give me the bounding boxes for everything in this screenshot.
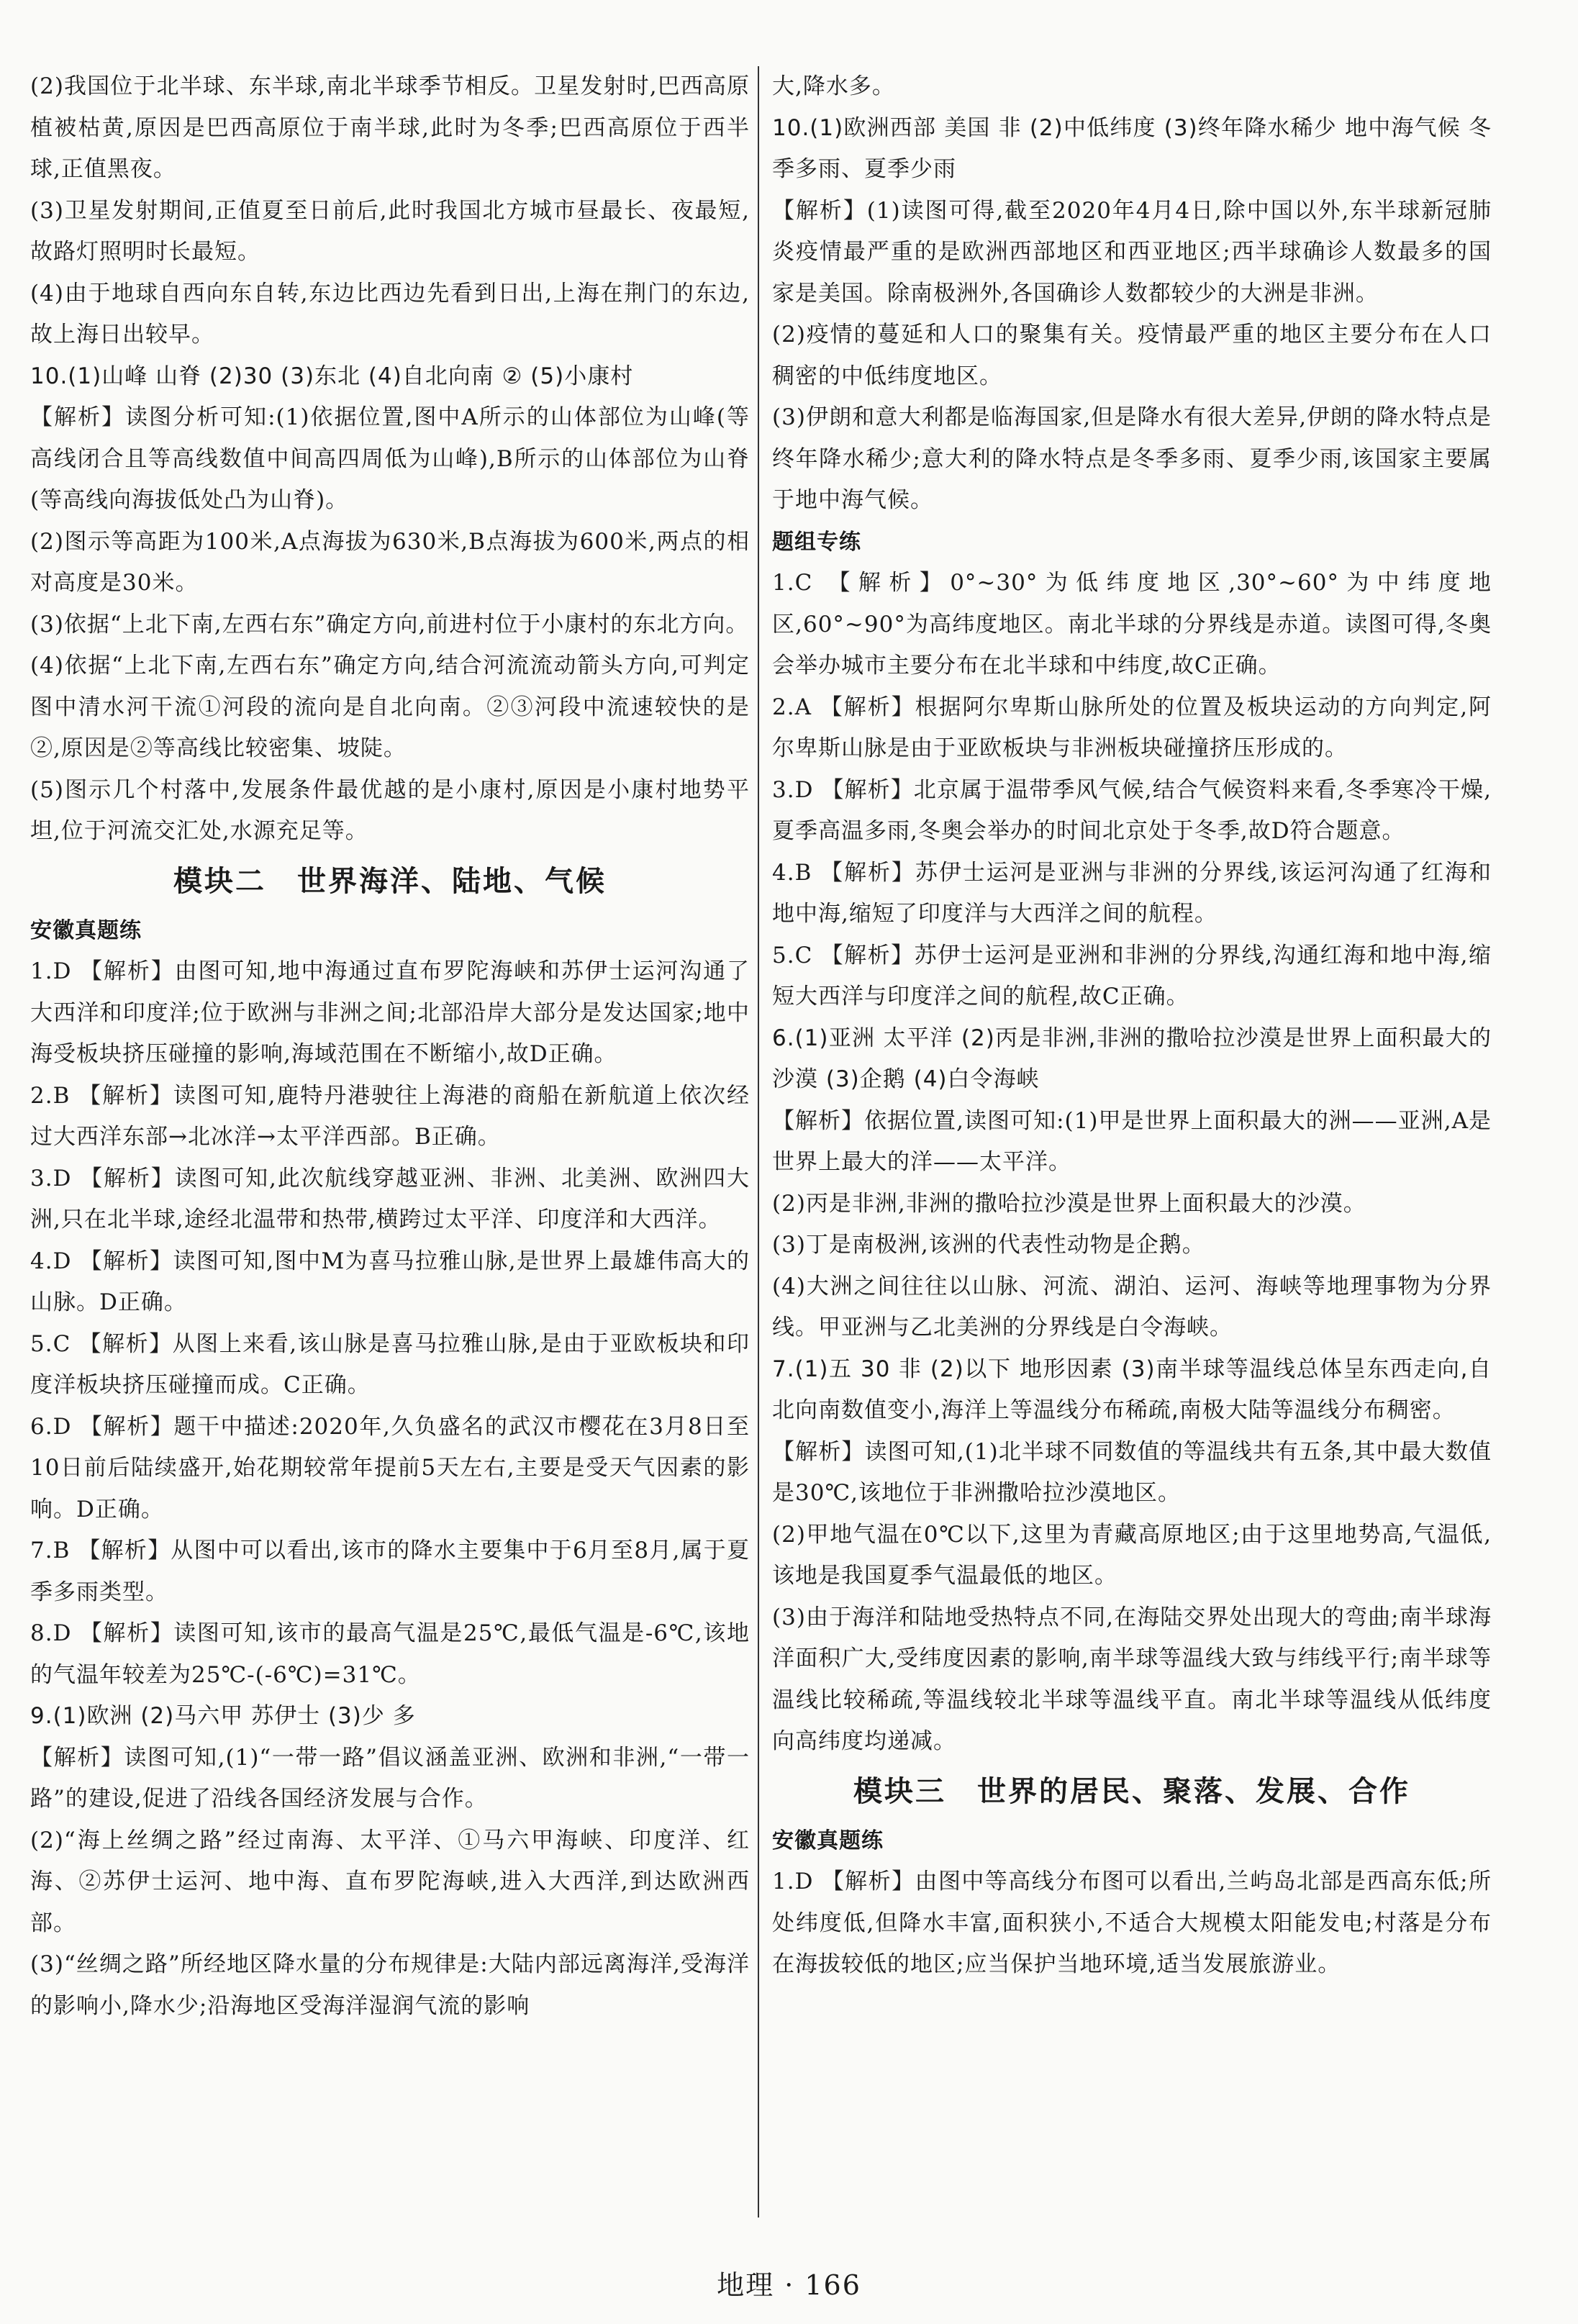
paragraph: (2)“海上丝绸之路”经过南海、太平洋、①马六甲海峡、印度洋、红海、②苏伊士运河、地中海、直布罗陀海峡,进入大西洋,到达欧洲西部。 <box>30 1827 750 1936</box>
question-answer: 4.D 【解析】读图可知,图中M为喜马拉雅山脉,是世界上最雄伟高大的山脉。D正确。 <box>30 1248 750 1315</box>
question-answer: 6.D 【解析】题干中描述:2020年,久负盛名的武汉市樱花在3月8日至10日前后陆续盛开,始花期较常年提前5天左右,主要是受天气因素的影响。D正确。 <box>30 1413 750 1522</box>
question-answer: 5.C 【解析】苏伊士运河是亚洲和非洲的分界线,沟通红海和地中海,缩短大西洋与印度洋之间的航程,故C正确。 <box>772 942 1492 1009</box>
analysis-paragraph: 【解析】依据位置,读图可知:(1)甲是世界上面积最大的洲——亚洲,A是世界上最大的洋——太平洋。 <box>772 1107 1492 1175</box>
paragraph: (2)图示等高距为100米,A点海拔为630米,B点海拔为600米,两点的相对高度是30米。 <box>30 528 750 596</box>
page-footer: 地理 · 166 <box>717 2269 861 2301</box>
module-three-title: 模块三 世界的居民、聚落、发展、合作 <box>853 1774 1410 1808</box>
paragraph: (3)伊朗和意大利都是临海国家,但是降水有很大差异,伊朗的降水特点是终年降水稀少;意大利的降水特点是冬季多雨、夏季少雨,该国家主要属于地中海气候。 <box>772 404 1492 513</box>
module-two-title: 模块二 世界海洋、陆地、气候 <box>173 864 607 898</box>
answer-line: 9.(1)欧洲 (2)马六甲 苏伊士 (3)少 多 <box>30 1703 416 1729</box>
paragraph: (3)依据“上北下南,左西右东”确定方向,前进村位于小康村的东北方向。 <box>30 611 749 637</box>
paragraph: (3)丁是南极洲,该洲的代表性动物是企鹅。 <box>772 1232 1205 1258</box>
question-answer: 2.B 【解析】读图可知,鹿特丹港驶往上海港的商船在新航道上依次经过大西洋东部→北冰洋→太平洋西部。B正确。 <box>30 1082 750 1150</box>
analysis-paragraph: 【解析】(1)读图可得,截至2020年4月4日,除中国以外,东半球新冠肺炎疫情最严重的是欧洲西部地区和西亚地区;西半球确诊人数最多的国家是美国。除南极洲外,各国确诊人数都较少的大洲是非洲。 <box>772 197 1492 307</box>
right-column <box>772 66 1492 1986</box>
question-answer: 1.C 【解析】0°~30°为低纬度地区,30°~60°为中纬度地区,60°~90°为高纬度地区。南北半球的分界线是赤道。读图可得,冬奥会举办城市主要分布在北半球和中纬度,故C正确。 <box>772 570 1492 678</box>
question-answer: 2.A 【解析】根据阿尔卑斯山脉所处的位置及板块运动的方向判定,阿尔卑斯山脉是由于亚欧板块与非洲板块碰撞挤压形成的。 <box>772 694 1492 761</box>
paragraph: (3)由于海洋和陆地受热特点不同,在海陆交界处出现大的弯曲;南半球海洋面积广大,受纬度因素的影响,南半球等温线大致与纬线平行;南半球等温线比较稀疏,等温线较北半球等温线平直。南北半球等温线从低纬度向高纬度均递减。 <box>772 1604 1492 1754</box>
paragraph: (2)丙是非洲,非洲的撒哈拉沙漠是世界上面积最大的沙漠。 <box>772 1190 1366 1217</box>
question-answer: 8.D 【解析】读图可知,该市的最高气温是25℃,最低气温是-6℃,该地的气温年较差为25℃-(-6℃)=31℃。 <box>30 1620 750 1688</box>
paragraph: (4)由于地球自西向东自转,东边比西边先看到日出,上海在荆门的东边,故上海日出较早。 <box>30 280 750 348</box>
answer-line: 10.(1)山峰 山脊 (2)30 (3)东北 (4)自北向南 ② (5)小康村 <box>30 363 634 389</box>
subheading-anhui: 安徽真题练 <box>772 1828 884 1853</box>
left-column <box>30 66 750 2027</box>
answer-line: 7.(1)五 30 非 (2)以下 地形因素 (3)南半球等温线总体呈东西走向,自北向南数值变小,海洋上等温线分布稀疏,南极大陆等温线分布稠密。 <box>772 1356 1492 1423</box>
question-answer: 3.D 【解析】读图可知,此次航线穿越亚洲、非洲、北美洲、欧洲四大洲,只在北半球,途经北温带和热带,横跨过太平洋、印度洋和大西洋。 <box>30 1165 750 1233</box>
question-answer: 7.B 【解析】从图中可以看出,该市的降水主要集中于6月至8月,属于夏季多雨类型。 <box>30 1538 750 1605</box>
question-answer: 1.D 【解析】由图可知,地中海通过直布罗陀海峡和苏伊士运河沟通了大西洋和印度洋;位于欧洲与非洲之间;北部沿岸大部分是发达国家;地中海受板块挤压碰撞的影响,海域范围在不断缩小,故D正确。 <box>30 958 750 1067</box>
paragraph: (2)甲地气温在0℃以下,这里为青藏高原地区;由于这里地势高,气温低,该地是我国夏季气温最低的地区。 <box>772 1521 1492 1589</box>
analysis-paragraph: 【解析】读图分析可知:(1)依据位置,图中A所示的山体部位为山峰(等高线闭合且等高线数值中间高四周低为山峰),B所示的山体部位为山脊(等高线向海拔低处凸为山脊)。 <box>30 404 750 513</box>
paragraph: (4)依据“上北下南,左西右东”确定方向,结合河流流动箭头方向,可判定图中清水河干流①河段的流向是自北向南。②③河段中流速较快的是②,原因是②等高线比较密集、坡陡。 <box>30 653 750 761</box>
analysis-paragraph: 【解析】读图可知,(1)“一带一路”倡议涵盖亚洲、欧洲和非洲,“一带一路”的建设,促进了沿线各国经济发展与合作。 <box>30 1744 750 1812</box>
analysis-paragraph: 【解析】读图可知,(1)北半球不同数值的等温线共有五条,其中最大数值是30℃,该地位于非洲撒哈拉沙漠地区。 <box>772 1438 1492 1506</box>
paragraph: (5)图示几个村落中,发展条件最优越的是小康村,原因是小康村地势平坦,位于河流交汇处,水源充足等。 <box>30 776 750 844</box>
paragraph: (3)卫星发射期间,正值夏至日前后,此时我国北方城市昼最长、夜最短,故路灯照明时长最短。 <box>30 197 750 265</box>
question-answer: 4.B 【解析】苏伊士运河是亚洲与非洲的分界线,该运河沟通了红海和地中海,缩短了印度洋与大西洋之间的航程。 <box>772 859 1492 927</box>
paragraph: 大,降水多。 <box>772 73 895 99</box>
question-answer: 3.D 【解析】北京属于温带季风气候,结合气候资料来看,冬季寒冷干燥,夏季高温多雨,冬奥会举办的时间北京处于冬季,故D符合题意。 <box>772 776 1492 844</box>
subheading-practice: 题组专练 <box>772 529 861 555</box>
paragraph: (3)“丝绸之路”所经地区降水量的分布规律是:大陆内部远离海洋,受海洋的影响小,降水少;沿海地区受海洋湿润气流的影响 <box>30 1951 750 2019</box>
paragraph: (2)我国位于北半球、东半球,南北半球季节相反。卫星发射时,巴西高原植被枯黄,原因是巴西高原位于南半球,此时为冬季;巴西高原位于西半球,正值黑夜。 <box>30 73 750 182</box>
paragraph: (4)大洲之间往往以山脉、河流、湖泊、运河、海峡等地理事物为分界线。甲亚洲与乙北美洲的分界线是白令海峡。 <box>772 1273 1492 1340</box>
paragraph: (2)疫情的蔓延和人口的聚集有关。疫情最严重的地区主要分布在人口稠密的中低纬度地区。 <box>772 322 1492 389</box>
answer-line: 6.(1)亚洲 太平洋 (2)丙是非洲,非洲的撒哈拉沙漠是世界上面积最大的沙漠 (3)企鹅 (4)白令海峡 <box>772 1025 1492 1092</box>
question-answer: 5.C 【解析】从图上来看,该山脉是喜马拉雅山脉,是由于亚欧板块和印度洋板块挤压碰撞而成。C正确。 <box>30 1330 750 1398</box>
question-answer: 1.D 【解析】由图中等高线分布图可以看出,兰屿岛北部是西高东低;所处纬度低,但降水丰富,面积狭小,不适合大规模太阳能发电;村落是分布在海拔较低的地区;应当保护当地环境,适当发展旅游业。 <box>772 1869 1492 1977</box>
answer-line: 10.(1)欧洲西部 美国 非 (2)中低纬度 (3)终年降水稀少 地中海气候 冬季多雨、夏季少雨 <box>772 114 1492 182</box>
subheading-anhui: 安徽真题练 <box>30 917 142 943</box>
column-divider <box>758 66 759 2218</box>
